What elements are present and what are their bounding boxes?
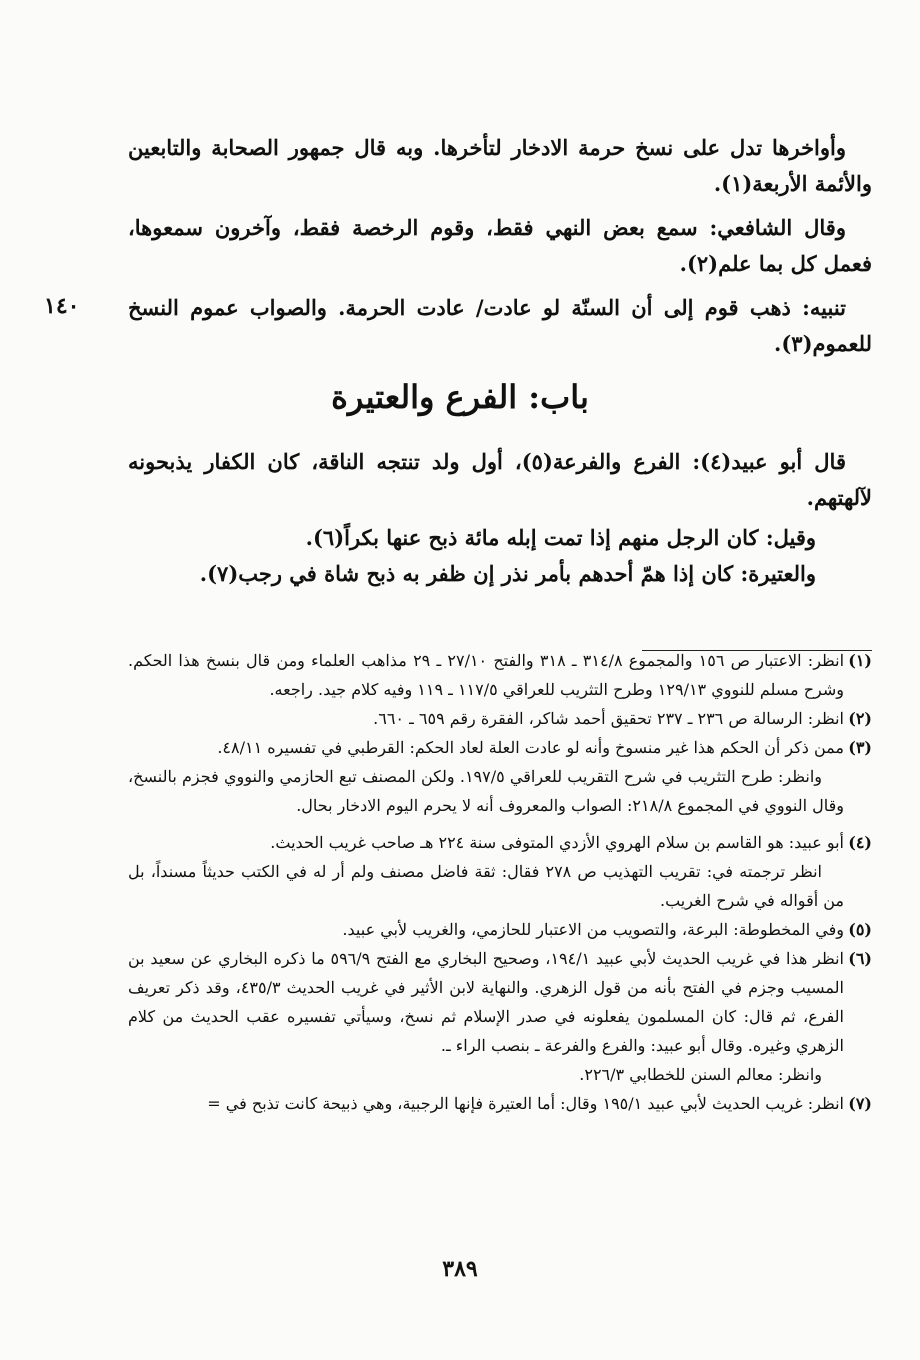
- section-paragraph-1: قال أبو عبيد(٤): الفرع والفرعة(٥)، أول ولد تنتجه الناقة، كان الكفار يذبحونه لآلهتهم.: [128, 449, 872, 510]
- footnote-number: (٦): [848, 949, 872, 968]
- footnote-number: (١): [848, 651, 872, 670]
- footnote-3: [128, 733, 872, 762]
- section-text: [128, 444, 872, 592]
- footnote-4: [128, 828, 872, 857]
- footnote-text: انظر: الرسالة ص ٢٣٦ ـ ٢٣٧ تحقيق أحمد شاكر، الفقرة رقم ٦٥٩ ـ ٦٦٠.: [373, 709, 844, 728]
- margin-manuscript-number: ١٤٠: [44, 293, 80, 319]
- main-paragraph-3: تنبيه: ذهب قوم إلى أن السنّة لو عادت/ عادت الحرمة. والصواب عموم النسخ للعموم(٣).: [128, 295, 872, 356]
- main-text: [128, 130, 872, 362]
- footnote-2: [128, 704, 872, 733]
- footnote-text: انظر: الاعتبار ص ١٥٦ والمجموع ٣١٤/٨ ـ ٣١٨ والفتح ٢٧/١٠ ـ ٢٩ مذاهب العلماء ومن قال بنسخ هذا الحكم. وشرح مسلم للنووي ١٢٩/١٣ وطرح التثريب للعراقي ١١٧/٥ ـ ١١٩ وفيه كلام جيد. راجعه.: [128, 651, 845, 699]
- footnote-number: (٧): [848, 1094, 872, 1113]
- footnote-5: [128, 915, 872, 944]
- footnote-text: انظر: غريب الحديث لأبي عبيد ١٩٥/١ وقال: أما العتيرة فإنها الرجبية، وهي ذبيحة كانت تذبح في =: [207, 1094, 844, 1113]
- footnote-1: [128, 646, 872, 704]
- footnote-6-continuation: وانظر: معالم السنن للخطابي ٢٢٦/٣.: [579, 1065, 822, 1084]
- footnote-text: أبو عبيد: هو القاسم بن سلام الهروي الأزدي المتوفى سنة ٢٢٤ هـ صاحب غريب الحديث.: [270, 833, 844, 852]
- main-paragraph-1: وأواخرها تدل على نسخ حرمة الادخار لتأخرها. وبه قال جمهور الصحابة والتابعين والأئمة الأربعة(١).: [128, 135, 872, 196]
- footnote-4-continuation: انظر ترجمته في: تقريب التهذيب ص ٢٧٨ فقال: ثقة فاضل مصنف ولم أر له في الكتب حديثاً مسنداً، بل من أقواله في شرح الغريب.: [128, 862, 844, 910]
- chapter-heading: باب: الفرع والعتيرة: [331, 378, 589, 416]
- page-number: ٣٨٩: [442, 1256, 478, 1282]
- main-paragraph-2: وقال الشافعي: سمع بعض النهي فقط، وقوم الرخصة فقط، وآخرون سمعوها، فعمل كل بما علم(٢).: [128, 215, 872, 276]
- footnote-text: انظر هذا في غريب الحديث لأبي عبيد ١٩٤/١، وصحيح البخاري مع الفتح ٥٩٦/٩ ما ذكره البخاري عن سعيد بن المسيب وجزم في الفتح بأنه من قول الزهري. والنهاية لابن الأثير في غريب الحديث ٤٣٥/٣، وقد ذكر تعريف الفرع، ثم قال: كان المسلمون يفعلونه في صدر الإسلام ثم نسخ، وسيأتي تفسيره عقب الحديث من كلام الزهري وغيره. وقال أبو عبيد: والفرع والفرعة ـ بنصب الراء ـ.: [128, 949, 845, 1055]
- section-paragraph-3: والعتيرة: كان إذا همّ أحدهم بأمر نذر إن ظفر به ذبح شاة في رجب(٧).: [199, 561, 816, 586]
- footnote-text: ممن ذكر أن الحكم هذا غير منسوخ وأنه لو عادت العلة لعاد الحكم: القرطبي في تفسيره ٤٨/١١.: [217, 738, 844, 757]
- footnote-number: (٢): [848, 709, 872, 728]
- footnote-3-continuation: وانظر: طرح التثريب في شرح التقريب للعراقي ١٩٧/٥. ولكن المصنف تبع الحازمي والنووي فجزم بالنسخ، وقال النووي في المجموع ٢١٨/٨: الصواب والمعروف أنه لا يحرم اليوم الادخار بحال.: [128, 767, 844, 815]
- footnote-number: (٣): [848, 738, 872, 757]
- footnote-number: (٤): [848, 833, 872, 852]
- section-paragraph-2: وقيل: كان الرجل منهم إذا تمت إبله مائة ذبح عنها بكراً(٦).: [305, 525, 816, 550]
- footnote-text: وفي المخطوطة: البرعة، والتصويب من الاعتبار للحازمي، والغريب لأبي عبيد.: [342, 920, 844, 939]
- footnote-number: (٥): [848, 920, 872, 939]
- footnote-7: [128, 1089, 872, 1118]
- footnotes: [128, 646, 872, 1118]
- footnote-6: [128, 944, 872, 1060]
